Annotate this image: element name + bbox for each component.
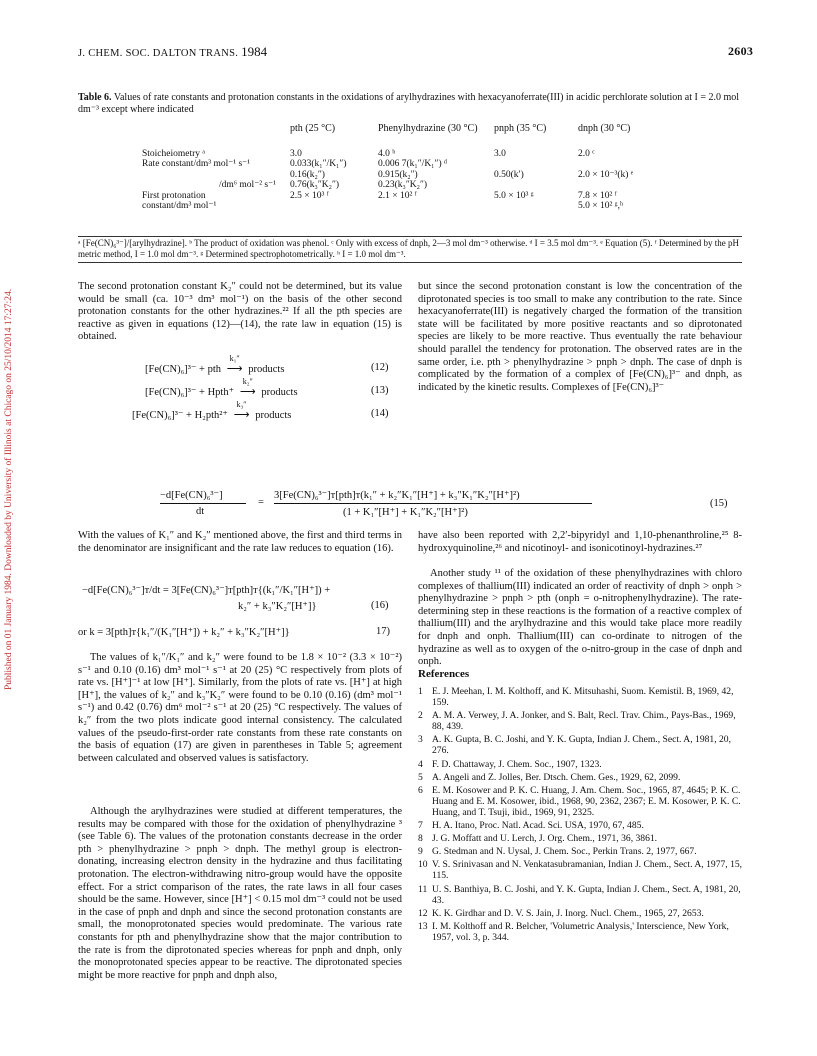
table-cell: 5.0 × 10³ ᵍ [494,190,534,201]
references-heading: References [418,668,470,680]
reference-number: 8 [418,833,423,845]
table-header-cell: Phenylhydrazine (30 °C) [378,123,478,134]
left-column-paragraph [78,281,402,344]
journal-year: 1984 [241,44,268,59]
reference-text: E. J. Meehan, I. M. Kolthoff, and K. Mitsuhashi, Suom. Kemistil. B, 1969, 42, 159. [432,686,734,709]
table-cell: 2.0 ᶜ [578,148,595,159]
table-cell: 0.16(k₂″) [290,169,325,180]
table-cell: 2.0 × 10⁻³(k) ᵉ [578,169,634,180]
reaction-arrow [237,377,259,398]
table-cell: 0.50(k′) [494,169,524,180]
table-cell: 0.033(k₁″/K₁″) [290,159,347,169]
equation-denominator: dt [196,506,205,517]
fraction-bar [160,503,246,504]
reference-text: F. D. Chattaway, J. Chem. Soc., 1907, 1323. [432,758,602,770]
equation-number: (12) [371,362,389,373]
table-row [142,191,672,202]
paragraph-text: The values of k₁″/K₁″ and k₂″ were found to be 1.8 × 10⁻² (3.3 × 10⁻²) s⁻¹ and 0.10 (0.16) dm³ mol⁻¹ s⁻¹ at 20 (25) °C respectively from plots of rate vs. [H⁺]⁻¹ at low [H⁺]. Similarly, from the plots of rate vs. [H⁺] at high [H⁺], the values of k₂″ and k₃″K₂″ were found to be 0.10 (0.16) (dm³ mol⁻¹ s⁻¹) and 0.42 (0.76) dm⁶ mol⁻² s⁻¹ at 20 (25) °C respectively. The values of k₂″ from the two plots indicate good internal consistency. The calculated values of the pseudo-first-order rate constants from these rate constants on the basis of equation (17) are given in parentheses in Table 5; agreement between calculated and observed values is satisfactory. [78,652,402,764]
fraction-bar [274,503,592,504]
left-column-paragraph [78,806,402,982]
equation-text: k₂″ + k₃″K₂″[H⁺]} [238,601,317,612]
reference-number: 11 [418,883,428,895]
table-cell [378,201,494,212]
reaction-arrow [231,400,253,421]
equation-text: or k = 3[pth]ᴛ{k₁″/(K₁″[H⁺]) + k₂″ + k₃″K₂″[H⁺]} [78,627,290,638]
paragraph-text: Although the arylhydrazines were studied at different temperatures, the results may be compared with those for the oxidation of phenylhydrazine ³ (see Table 6). The values of the protonation constants decrease in the order pth > phenylhydrazine > pnph > dnph. The methyl group is electron-donating, increasing electron density in the hydrazine and thus facilitating protonation. The electron-withdrawing nitro-group would have the opposite effect. For a strict comparison of the rates, the rate laws in all four cases should be the same. However, since [H⁺] < 0.15 mol dm⁻³ could not be used in the case of pnph and dnph and since the second protonation constants are small, the monoprotonated species would predominate. The various rate constants for pth and phenylhydrazine show that the major contribution to the rate is from the diprotonated species whereas for pnph and dnph, only the monoprotonated species appear to be reactive. The diprotonated species might be more reactive for pnph and dnph also, [78,806,402,981]
paragraph-text: but since the second protonation constant is low the concentration of the diprotonated species is too small to make any contribution to the rate. Since hexacyanoferrate(III) is negatively charged the formation of the transition state will be facilitated by more positive reactants and so diprotonated species are likely to be more reactive. Thus eventually the rate behaviour should parallel the tendency for protonation. The observed rates are in the same order, i.e. pth > phenylhydrazine > pnph > dnph. The case of dnph is complicated by the formation of a complex of [Fe(CN)₆]³⁻ and dnph, as indicated by the kinetic results. Complexes of [Fe(CN)₆]³⁻ [418,281,742,393]
table-cell [494,201,578,212]
reference-item [418,772,748,783]
reference-number: 1 [418,686,423,697]
paragraph-text: The second protonation constant K₂″ could not be determined, but its value would be small (ca. 10⁻³ dm³ mol⁻¹) on the basis of the other second protonation constants for the other hydrazines.²² If all the pth species are reactive as given in equations (12)—(14), the rate law in equation (15) is obtained. [78,281,402,343]
table-cell: 2.1 × 10² ᶠ [378,190,417,201]
reference-item [418,833,748,844]
table-cell: 2.5 × 10³ ᶠ [290,190,329,201]
table-header-cell: dnph (30 °C) [578,123,631,134]
reference-text: G. Stedman and N. Uysal, J. Chem. Soc., Perkin Trans. 2, 1977, 667. [432,846,697,858]
reference-item [418,820,748,831]
download-watermark-text[interactable]: Published on 01 January 1984. Downloaded by University of Illinois at Chicago on 25/10/2014 17:27:24. [4,288,14,690]
arrow-icon: ⟶ [233,409,250,421]
left-column-paragraph [78,530,402,555]
running-header [78,44,267,60]
reference-item [418,921,748,943]
table-6 [142,124,672,212]
rate-constant-label: k₃″ [236,400,247,409]
table-cell: 3.0 [494,148,506,159]
reference-item [418,734,748,756]
reference-number: 2 [418,710,423,722]
reference-text: E. M. Kosower and P. K. C. Huang, J. Am. Chem. Soc., 1965, 87, 4645; P. K. C. Huang and E. M. Kosower, ibid., 1968, 90, 2362, 2367; E. M. Kosower, P. K. C. Huang, and T. Tsuji, ibid., 1969, 91, 2325. [432,784,741,818]
references-list [418,686,748,945]
table-cell: 0.23(k₃″K₂″) [378,180,428,190]
reference-item [418,846,748,857]
equation-number: 17) [376,626,390,637]
reference-number: 6 [418,784,423,796]
equation-text: products [248,364,285,375]
right-column-paragraph [418,281,742,394]
equation-text: −d[Fe(CN)₆³⁻]ᴛ/dt = 3[Fe(CN)₆³⁻]ᴛ[pth]ᴛ{(k₁″/K₁″[H⁺]) + [82,585,331,596]
reference-text: U. S. Banthiya, B. C. Joshi, and Y. K. Gupta, Indian J. Chem., Sect. A, 1981, 20, 43. [432,883,741,906]
table-cell [494,159,578,170]
reference-text: K. K. Girdhar and D. V. S. Jain, J. Inorg. Nucl. Chem., 1965, 27, 2653. [432,907,704,919]
reference-item [418,884,748,906]
table-cell [578,180,672,191]
table-cell: /dm⁶ mol⁻² s⁻¹ [218,180,276,190]
table-header-cell: pth (25 °C) [290,123,336,134]
rate-constant-label: k₁″ [229,354,240,363]
reference-text: I. M. Kolthoff and R. Belcher, 'Volumetric Analysis,' Interscience, New York, 1957, vol. 3, p. 344. [432,920,729,943]
right-column-paragraph [418,568,742,669]
arrow-icon: ⟶ [239,386,256,398]
table-cell: 0.915(k₂″) [378,169,418,180]
table-cell [578,159,672,170]
page-number: 2603 [728,44,754,58]
reference-number: 4 [418,758,423,770]
equation-numerator: −d[Fe(CN)₆³⁻] [160,490,223,501]
reference-text: V. S. Srinivasan and N. Venkatasubramanian, Indian J. Chem., Sect. A, 1977, 15, 115. [432,859,743,882]
reference-text: A. M. A. Verwey, J. A. Jonker, and S. Balt, Recl. Trav. Chim., Pays-Bas., 1969, 88, 439. [432,710,736,733]
paragraph-text: Another study ¹¹ of the oxidation of these phenylhydrazines with chloro complexes of thallium(III) indicated an order of reactivity of dnph > onph > phenylhydrazine > pnph > pth (onph = o-nitrophenylhydrazine). The rate-determining step in these reactions is the formation of a reactive complex of thallium(III) and the arylhydrazine and this would take place more readily for dnph and onph. Thallium(III) can co-ordinate to nitrogen of the hydrazine as well as to oxygen of the o-nitro-group in the case of dnph and onph. [418,568,742,668]
reference-text: J. G. Moffatt and U. Lerch, J. Org. Chem., 1971, 36, 3861. [432,833,658,845]
table-cell: 3.0 [290,148,302,159]
download-watermark [4,130,18,690]
equation-number: (13) [371,385,389,396]
table-cell: 0.006 7(k₁″/K₁″) ᵈ [378,159,447,169]
table-cell: constant/dm³ mol⁻¹ [142,201,217,211]
table-cell: 0.76(k₃″K₂″) [290,180,340,190]
table-row [142,170,672,181]
equation-text: products [261,387,298,398]
table-cell: 5.0 × 10² ᵍ,ʰ [578,201,623,211]
table-cell: Stoicheiometry ᵃ [142,148,206,159]
equation-text: [Fe(CN)₆]³⁻ + H₂pth²⁺ [132,410,228,421]
table-footnotes: ᵃ [Fe(CN)₆³⁻]/[arylhydrazine]. ᵇ The product of oxidation was phenol. ᶜ Only with excess of dnph, 2—3 mol dm⁻³ otherwise. ᵈ I = 3.5 mol dm⁻³. ᵉ Equation (5). ᶠ Determined by the pH metric method, I = 1.0 mol dm⁻³. ᵍ Determined spectrophotometrically. ʰ I = 1.0 mol dm⁻³. [78,238,740,259]
reference-number: 13 [418,920,428,932]
reference-text: H. A. Itano, Proc. Natl. Acad. Sci. USA, 1970, 67, 485. [432,820,644,832]
table-cell: 7.8 × 10² ᶠ [578,190,617,201]
reference-item [418,859,748,881]
table-rule [78,236,742,237]
table-header-row [142,124,672,149]
reference-text: A. K. Gupta, B. C. Joshi, and Y. K. Gupta, Indian J. Chem., Sect. A, 1981, 20, 276. [432,734,731,757]
reference-item [418,710,748,732]
table-cell: Rate constant/dm³ mol⁻¹ s⁻¹ [142,159,251,169]
reference-number: 10 [418,859,428,871]
equation-text: products [255,410,292,421]
table-row [142,180,672,191]
table-row [142,201,672,212]
table-caption [78,92,742,116]
paragraph-text: have also been reported with 2,2′-bipyridyl and 1,10-phenanthroline,²⁵ 8-hydroxyquinoline,²⁶ and nicotinoyl- and isonicotinoyl-hydrazines.²⁷ [418,530,742,554]
equation-14 [132,400,292,421]
reference-number: 5 [418,771,423,783]
table-cell [142,170,290,181]
table-rule-bottom [78,262,742,263]
table-caption-label: Table 6. [78,92,112,103]
equation-number: (16) [371,600,389,611]
table-header-cell: pnph (35 °C) [494,123,547,134]
reaction-arrow [224,354,246,375]
equation-13 [145,377,298,398]
reference-text: A. Angeli and Z. Jolles, Ber. Dtsch. Chem. Ges., 1929, 62, 2099. [432,771,681,783]
equation-12 [145,354,285,375]
journal-name: J. CHEM. SOC. DALTON TRANS. [78,48,239,59]
reference-item [418,686,748,708]
table-row [142,149,672,160]
table-cell [494,180,578,191]
equals-sign: = [258,497,264,508]
equation-16 [82,584,330,596]
left-column-paragraph [78,652,402,765]
reference-number: 3 [418,734,423,746]
equation-16-continued [238,600,317,612]
table-cell: First protonation [142,190,206,201]
paragraph-text: With the values of K₁″ and K₂″ mentioned above, the first and third terms in the denominator are insignificant and the rate law reduces to equation (16). [78,530,402,554]
rate-constant-label: k₂″ [242,377,253,386]
equation-17 [78,626,290,638]
equation-numerator: 3[Fe(CN)₆³⁻]ᴛ[pth]ᴛ(k₁″ + k₂″K₁″[H⁺] + k₃″K₁″K₂″[H⁺]²) [274,490,520,501]
equation-text: [Fe(CN)₆]³⁻ + Hpth⁺ [145,387,235,398]
table-cell: 4.0 ᵇ [378,148,396,159]
equation-15 [160,489,660,523]
right-column-paragraph [418,530,742,555]
reference-item [418,908,748,919]
table-row [142,159,672,170]
equation-number: (14) [371,408,389,419]
equation-number: (15) [710,498,728,509]
table-caption-text: Values of rate constants and protonation constants in the oxidations of arylhydrazines with hexacyanoferrate(III) in acidic perchlorate solution at I = 2.0 mol dm⁻³ except where indicated [78,92,740,115]
equation-denominator: (1 + K₁″[H⁺] + K₁″K₂″[H⁺]²) [343,507,468,518]
reference-number: 9 [418,846,423,858]
table-cell [290,201,378,212]
arrow-icon: ⟶ [226,363,243,375]
equation-text: [Fe(CN)₆]³⁻ + pth [145,364,222,375]
reference-item [418,759,748,770]
reference-number: 12 [418,907,428,919]
reference-item [418,785,748,818]
table-header-cell [142,124,290,149]
reference-number: 7 [418,820,423,832]
